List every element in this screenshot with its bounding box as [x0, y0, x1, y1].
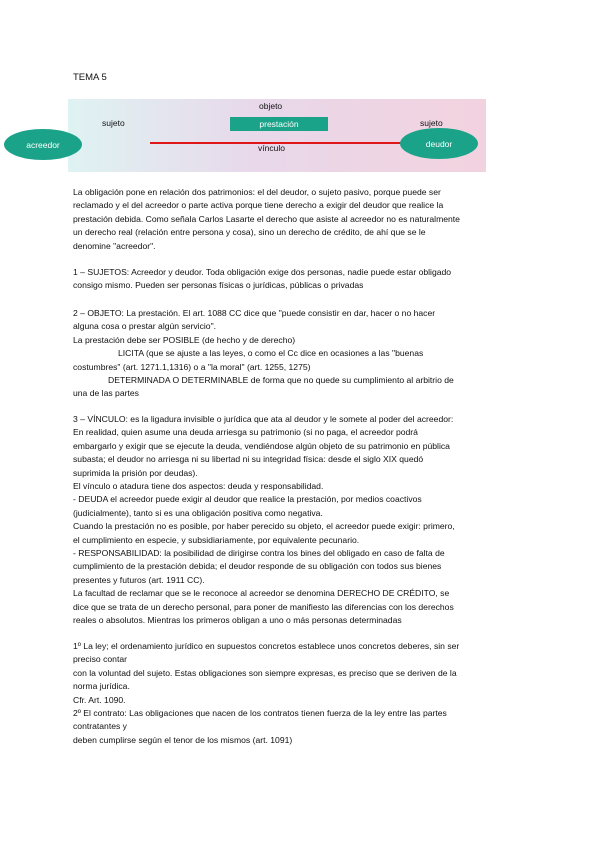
diagram-node-deudor-label: deudor — [425, 138, 453, 149]
text-line: En realidad, quien asume una deuda arriesga su patrimonio (si no paga, el acreedor podrá — [73, 427, 418, 438]
text-line: - RESPONSABILIDAD: la posibilidad de dirigirse contra los bines del obligado en caso de falta de — [73, 548, 445, 559]
text-line: 1 – SUJETOS: Acreedor y deudor. Toda obligación exige dos personas, nadie puede estar obligado — [73, 267, 452, 277]
diagram-label-sujeto-right: sujeto — [420, 118, 443, 128]
text-line: norma jurídica. — [73, 681, 130, 692]
text-line: DETERMINADA O DETERMINABLE de forma que no quede su cumplimiento al arbitrio de — [108, 375, 454, 386]
text-line: embargarlo y exigir que se ejecute la deuda, vendiéndose algún objeto de su patrimonio en pública — [73, 440, 450, 451]
text-line: preciso contar — [73, 654, 127, 665]
text-line: prestación debida. Como señala Carlos Lasarte el derecho que asiste al acreedor no es naturalmente — [73, 213, 460, 224]
text-line: subasta; el deudor no arriesga ni su libertad ni su integridad física: desde el siglo XIX quedó — [73, 454, 424, 465]
text-line: deben cumplirse según el tenor de los mismos (art. 1091) — [73, 734, 293, 745]
diagram-label-vinculo: vínculo — [258, 143, 285, 153]
text-line: dice que se trata de un derecho personal, para poner de manifiesto las diferencias con los derechos — [73, 601, 454, 612]
text-line: Cuando la prestación no es posible, por haber perecido su objeto, el acreedor puede exigir: primero, — [73, 521, 455, 532]
diagram-node-acreedor-label: acreedor — [26, 139, 60, 150]
paragraph-intro — [73, 186, 528, 253]
text-line: contratantes y — [73, 721, 127, 732]
text-line: El vínculo o atadura tiene dos aspectos: deuda y responsabilidad. — [73, 481, 324, 492]
diagram-node-acreedor — [4, 129, 82, 160]
paragraph-fuentes — [73, 640, 528, 747]
paragraph-vinculo — [73, 413, 528, 628]
text-line: costumbres" (art. 1271.1,1316) o a "la moral" (art. 1255, 1275) — [73, 361, 311, 372]
text-line: presentes y futuros (art. 1911 CC). — [73, 574, 205, 585]
text-line: alguna cosa o prestar algún servicio". — [73, 321, 217, 332]
text-line: 1º La ley; el ordenamiento jurídico en supuestos concretos establece unos concretos deberes, sin ser — [73, 641, 460, 651]
text-line: cumplimiento de la prestación debida; el deudor responde de su obligación con todos sus bienes — [73, 561, 442, 572]
text-line: reales o absolutos. Mientras los primeros obligan a uno o más personas determinadas — [73, 615, 402, 626]
text-line: 2 – OBJETO: La prestación. El art. 1088 CC dice que "puede consistir en dar, hacer o no hacer — [73, 308, 436, 318]
text-line: - DEUDA el acreedor puede exigir al deudor que realice la prestación, por medios coactivos — [73, 494, 422, 505]
diagram-label-sujeto-left: sujeto — [102, 118, 125, 128]
text-line: una de las partes — [73, 388, 139, 399]
text-line: 3 – VÍNCULO: es la ligadura invisible o jurídica que ata al deudor y le somete al poder del acreedor: — [73, 414, 454, 424]
text-line: denomine "acreedor". — [73, 240, 156, 251]
diagram-label-objeto: objeto — [259, 101, 283, 111]
text-line: (judicialmente), tanto si es una obligación positiva como negativa. — [73, 507, 323, 518]
paragraph-sujetos — [73, 266, 528, 293]
text-line: reclamado y el del acreedor o parte activa porque tiene derecho a exigir del deudor que realice la — [73, 200, 444, 211]
page-title: TEMA 5 — [73, 72, 107, 83]
text-line: La prestación debe ser POSIBLE (de hecho y de derecho) — [73, 334, 296, 345]
text-line: Cfr. Art. 1090. — [73, 694, 126, 705]
text-line: La obligación pone en relación dos patrimonios: el del deudor, o sujeto pasivo, porque puede ser — [73, 187, 441, 197]
diagram-node-deudor — [400, 128, 478, 159]
text-line: con la voluntad del sujeto. Estas obligaciones son siempre expresas, es preciso que se deriven de la — [73, 667, 457, 678]
text-line: un derecho real (relación entre persona y cosa), sino un derecho de crédito, de ahí que se le — [73, 227, 426, 238]
text-line: el cumplimiento en especie, y subsidiariamente, por equivalente pecunario. — [73, 534, 360, 545]
text-line: LICITA (que se ajuste a las leyes, o como el Cc dice en ocasiones a las "buenas — [118, 348, 424, 359]
text-line: 2º El contrato: Las obligaciones que nacen de los contratos tienen fuerza de la ley entre las partes — [73, 708, 447, 719]
paragraph-objeto — [73, 307, 528, 401]
text-line: consigo mismo. Pueden ser personas físicas o jurídicas, públicas o privadas — [73, 280, 364, 291]
text-line: La facultad de reclamar que se le reconoce al acreedor se denomina DERECHO DE CRÉDITO, se — [73, 588, 450, 599]
text-line: suprimida la prisión por deudas). — [73, 467, 198, 478]
diagram-box-prestacion: prestación — [230, 117, 328, 131]
